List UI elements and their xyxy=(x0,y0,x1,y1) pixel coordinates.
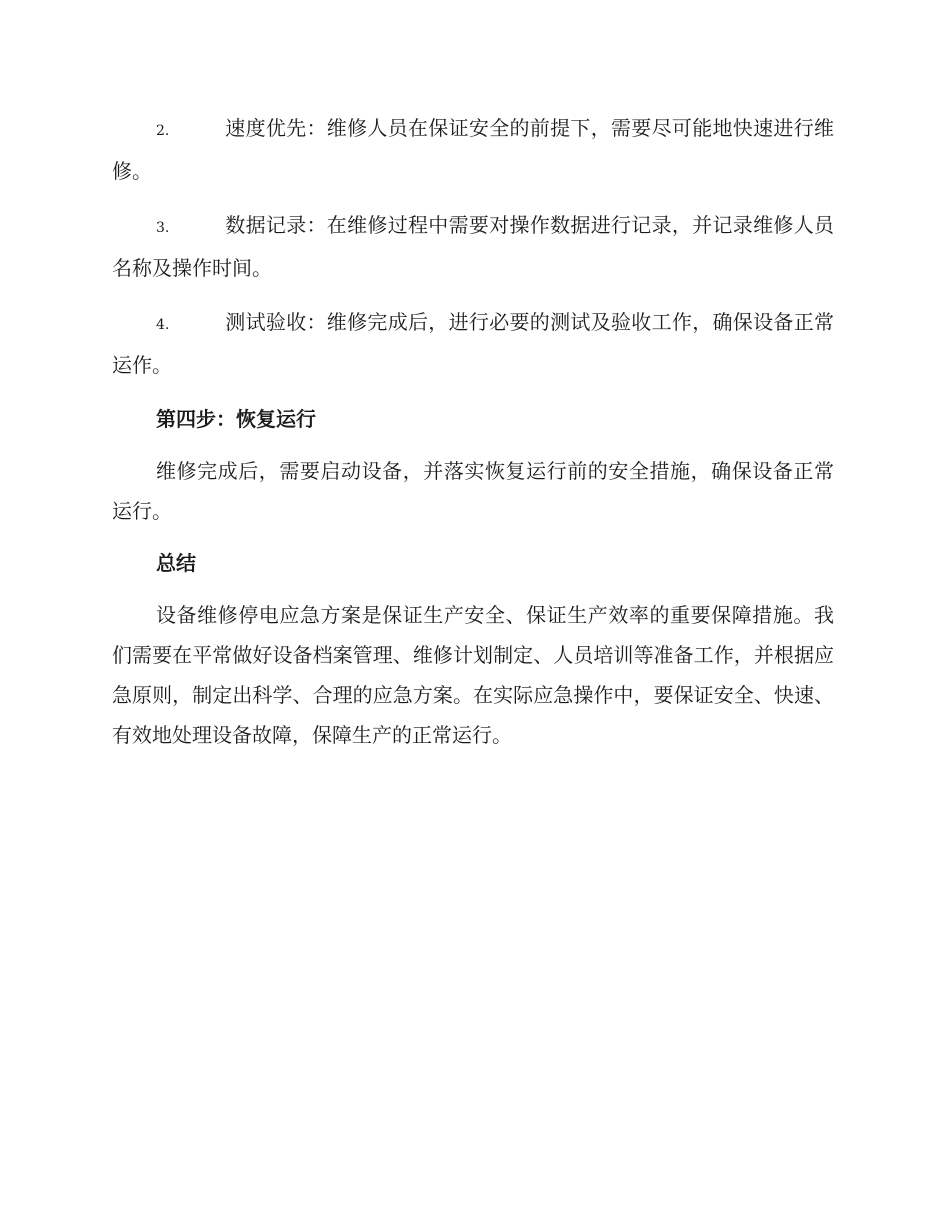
list-item-number: 3. xyxy=(156,220,170,236)
summary-paragraph: 设备维修停电应急方案是保证生产安全、保证生产效率的重要保障措施。我们需要在平常做好设备档案管理、维修计划制定、人员培训等准备工作，并根据应急原则，制定出科学、合理的应急方案。在实际应急操作中，要保证安全、快速、有效地处理设备故障，保障生产的正常运行。 xyxy=(112,603,834,747)
step4-paragraph: 维修完成后，需要启动设备，并落实恢复运行前的安全措施，确保设备正常运行。 xyxy=(112,459,834,523)
section-heading-step4: 第四步：恢复运行 xyxy=(156,407,316,431)
list-item-4 xyxy=(112,302,834,385)
list-item-2 xyxy=(112,108,834,191)
list-item-text: 数据记录：在维修过程中需要对操作数据进行记录，并记录维修人员名称及操作时间。 xyxy=(112,213,834,280)
document-page xyxy=(112,108,834,767)
list-item-text: 速度优先：维修人员在保证安全的前提下，需要尽可能地快速进行维修。 xyxy=(112,116,834,183)
list-item-text: 测试验收：维修完成后，进行必要的测试及验收工作，确保设备正常运作。 xyxy=(112,310,834,377)
list-item-number: 2. xyxy=(156,123,170,139)
section-heading-summary: 总结 xyxy=(156,551,196,575)
list-item-3 xyxy=(112,205,834,288)
list-item-number: 4. xyxy=(156,317,170,333)
